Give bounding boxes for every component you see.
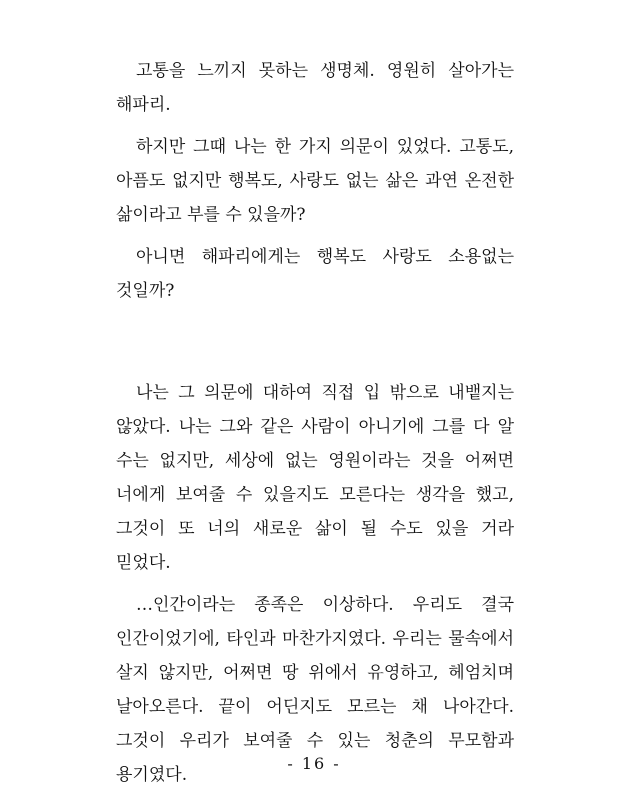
- body-text: [116, 54, 514, 800]
- paragraph-2: 하지만 그때 나는 한 가지 의문이 있었다. 고통도, 아픔도 없지만 행복도, 사랑도 없는 삶은 과연 온전한 삶이라고 부를 수 있을까?: [116, 137, 514, 225]
- paragraph-5: …인간이라는 종족은 이상하다. 우리도 결국 인간이었기에, 타인과 마찬가지였다. 우리는 물속에서 살지 않지만, 어쩌면 땅 위에서 유영하고, 헤엄치며 날아오른다. 끝이 어딘지도 모르는 채 나아간다. 그것이 우리가 보여줄 수 있는 청춘의 무모함과 용기였다.: [116, 595, 514, 785]
- paragraph-1: 고통을 느끼지 못하는 생명체. 영원히 살아가는 해파리.: [116, 61, 514, 115]
- paragraph-4: 나는 그 의문에 대하여 직접 입 밖으로 내뱉지는 않았다. 나는 그와 같은 사람이 아니기에 그를 다 알 수는 없지만, 세상에 없는 영원이라는 것을 어쩌면 너에게 보여줄 수 있을지도 모른다는 생각을 했고, 그것이 또 너의 새로운 삶이 될 수도 있을 거라 믿었다.: [116, 383, 514, 573]
- section-break: [116, 316, 514, 376]
- page-number: - 16 -: [287, 754, 341, 773]
- paragraph-3: 아니면 해파리에게는 행복도 사랑도 소용없는 것일까?: [116, 247, 514, 301]
